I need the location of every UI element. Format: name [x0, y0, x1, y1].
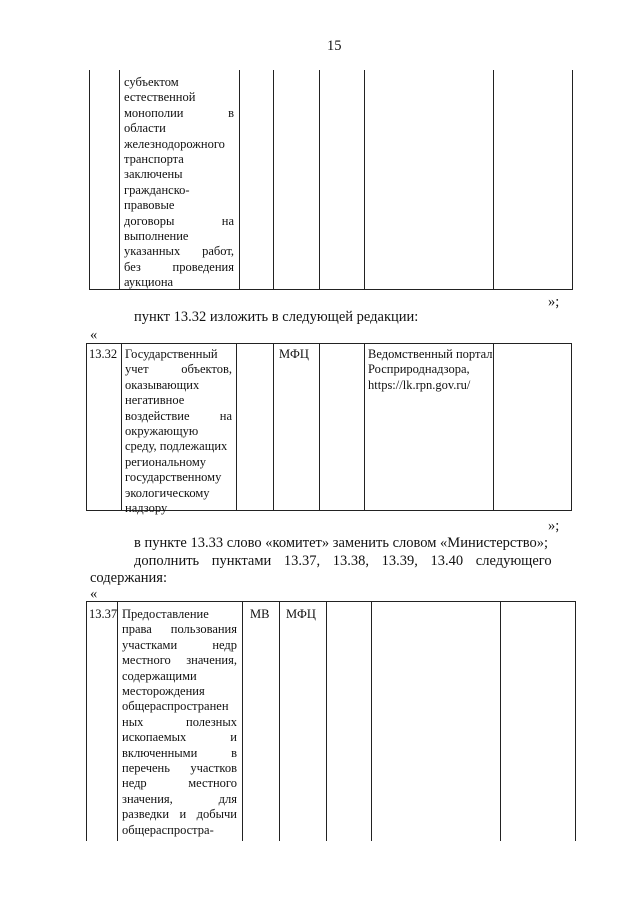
text-line — [124, 106, 234, 121]
word: на — [219, 408, 232, 423]
word: монополии — [124, 105, 184, 120]
word: значения, — [122, 791, 173, 806]
mv-cell: МВ — [250, 607, 270, 621]
page-number: 15 — [327, 38, 342, 54]
word: разведки — [122, 807, 170, 822]
word: полезных — [186, 714, 237, 729]
word: воздействие — [125, 408, 190, 423]
text-line: естественной — [124, 90, 196, 105]
mfc-cell: МФЦ — [279, 347, 309, 361]
portal-line: https://lk.rpn.gov.ru/ — [368, 377, 471, 392]
word: договоры — [124, 213, 175, 228]
closing-quote: »; — [548, 518, 560, 534]
service-name-cell — [125, 347, 232, 516]
text-line — [124, 214, 234, 229]
text-line: правовые — [124, 198, 175, 213]
word: учет — [125, 362, 149, 377]
word: ных — [122, 714, 144, 729]
text-line — [122, 761, 237, 776]
word: в — [231, 745, 237, 760]
word: местного — [188, 776, 237, 791]
item-number: 13.37 — [89, 607, 118, 621]
word: включенными — [122, 745, 198, 760]
text-line: Государственный — [125, 347, 218, 361]
text-line: среду, подлежащих — [125, 439, 228, 454]
text-line: окружающую — [125, 424, 199, 439]
word: добычи — [196, 807, 237, 822]
service-name-cell — [124, 75, 234, 291]
portal-line: Ведомственный портал — [368, 347, 493, 361]
word: перечень — [122, 761, 170, 776]
text-line — [122, 715, 237, 730]
instruction-paragraph: пункт 13.32 изложить в следующей редакции: — [134, 309, 419, 325]
word: указанных — [124, 244, 181, 259]
closing-quote: »; — [548, 294, 560, 310]
text-line: надзору — [125, 501, 168, 516]
text-line — [122, 653, 237, 668]
text-line — [122, 792, 237, 807]
portal-line: Росприроднадзора, — [368, 362, 470, 377]
word: права — [122, 622, 152, 637]
text-line: Предоставление — [122, 607, 209, 621]
word: пользования — [170, 622, 237, 637]
word: без — [124, 259, 141, 274]
text-line: содержащими — [122, 668, 197, 683]
word: значения, — [186, 653, 237, 668]
portal-cell — [368, 347, 493, 393]
text-line: общераспростра- — [122, 822, 214, 837]
word: ископаемых — [122, 730, 187, 745]
text-line: железнодорожного — [124, 136, 225, 151]
word: в — [228, 105, 234, 120]
opening-quote: « — [90, 327, 98, 343]
text-line: субъектом — [124, 75, 179, 89]
word: на — [221, 213, 234, 228]
text-line — [125, 409, 232, 424]
text-line — [122, 746, 237, 761]
opening-quote: « — [90, 586, 98, 602]
text-line: заключены — [124, 167, 183, 182]
word: участками — [122, 637, 178, 652]
text-line — [124, 244, 234, 259]
word: для — [218, 791, 237, 806]
mfc-cell: МФЦ — [286, 607, 316, 621]
word: и — [179, 807, 187, 822]
word: участков — [190, 761, 237, 776]
word: недр — [212, 637, 237, 652]
text-line: общераспространен — [122, 699, 229, 714]
item-number: 13.32 — [89, 347, 118, 361]
text-line: области — [124, 121, 166, 136]
text-line — [125, 362, 232, 377]
text-line — [124, 260, 234, 275]
text-line: транспорта — [124, 152, 184, 167]
text-line — [122, 807, 237, 822]
text-line: гражданско- — [124, 182, 190, 197]
text-line: экологическому — [125, 485, 210, 500]
text-line: выполнение — [124, 229, 189, 244]
text-line: месторождения — [122, 684, 205, 699]
text-line — [122, 776, 237, 791]
instruction-paragraph: дополнить пунктами 13.37, 13.38, 13.39, 13.40 следующего — [134, 553, 552, 569]
instruction-paragraph: в пункте 13.33 слово «комитет» заменить словом «Министерство»; — [134, 535, 548, 551]
word: работ, — [202, 244, 234, 259]
text-line — [122, 622, 237, 637]
text-line — [122, 730, 237, 745]
word: и — [230, 730, 237, 745]
instruction-paragraph-continued: содержания: — [90, 570, 168, 586]
text-line: региональному — [125, 454, 207, 469]
word: недр — [122, 776, 147, 791]
text-line: аукциона — [124, 275, 174, 290]
text-line: оказывающих — [125, 377, 200, 392]
text-line: негативное — [125, 393, 185, 408]
word: местного — [122, 653, 171, 668]
service-name-cell — [122, 607, 237, 838]
text-line: государственному — [125, 470, 222, 485]
word: объектов, — [181, 362, 232, 377]
text-line — [122, 638, 237, 653]
word: проведения — [172, 259, 234, 274]
